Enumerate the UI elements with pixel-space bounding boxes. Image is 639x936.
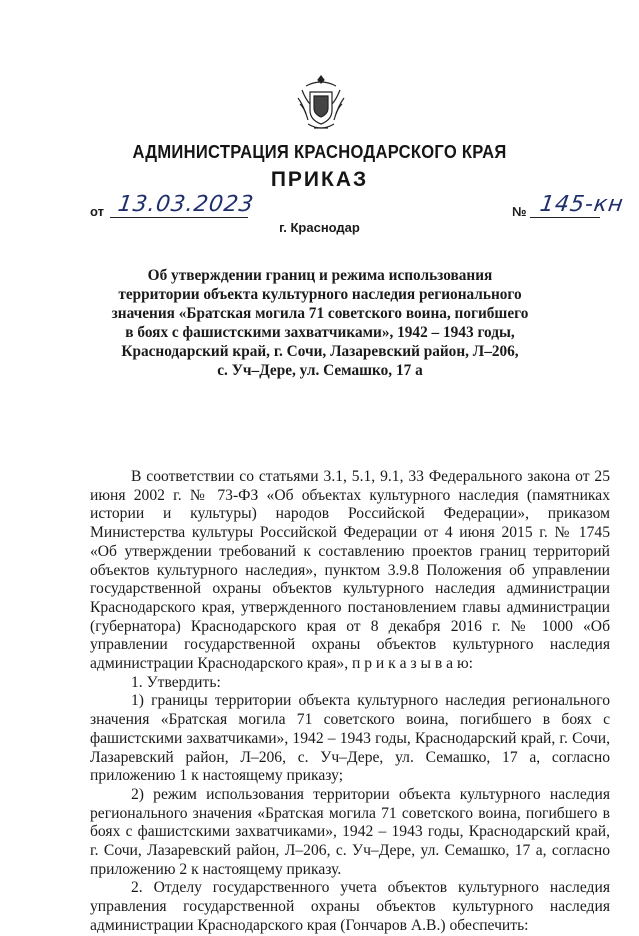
date-label: от (90, 204, 104, 219)
title-line: территории объекта культурного наследия регионального (118, 286, 522, 303)
number-value: 145-кн (538, 192, 626, 217)
title-line: Об утверждении границ и режима использования (147, 267, 493, 284)
paragraph-item-1: 1. Утвердить: (131, 673, 221, 691)
title-line: Краснодарский край, г. Сочи, Лазаревский район, Л–206, (121, 343, 519, 360)
coat-of-arms-icon (296, 74, 346, 134)
title-line: значения «Братская могила 71 советского воина, погибшего (111, 305, 529, 322)
paragraph-item-1-2: 2) режим использования территории объекта культурного наследия регионального значения «Братская могила 71 советского воина, погибшего в боях с фашистскими захватчиками», 1942 – 1943 годы, Краснодарский край, г. Сочи, Лазаревский район, Л–206, с. Уч–Дере, ул. Семашко, 17 а, согласно приложению 2 к настоящему приказу. (90, 785, 610, 878)
city: г. Краснодар (279, 220, 360, 235)
title-line: в боях с фашистскими захватчиками», 1942 – 1943 годы, (125, 324, 515, 341)
date-value: 13.03.2023 (116, 192, 256, 217)
title-line: с. Уч–Дере, ул. Семашко, 17 а (217, 362, 423, 379)
organization-name: АДМИНИСТРАЦИЯ КРАСНОДАРСКОГО КРАЯ (132, 142, 507, 162)
document-type: ПРИКАЗ (270, 168, 369, 191)
document-body (90, 468, 610, 936)
number-label: № (512, 204, 527, 219)
paragraph-preamble: В соответствии со статьями 3.1, 5.1, 9.1, 33 Федерального закона от 25 июня 2002 г. № 73-ФЗ «Об объектах культурного наследия (памятниках истории и культуры) народов Российской Федерации», приказом Министерства культуры Российской Федерации от 4 июня 2015 г. № 1745 «Об утверждении требований к составлению проектов границ территорий объектов культурного наследия», пунктом 3.9.8 Положения об управлении государственной охраны объектов культурного наследия администрации Краснодарского края, утвержденного постановлением главы администрации (губернатора) Краснодарского края от 8 декабря 2016 г. № 1000 «Об управлении государственной охраны объектов культурного наследия администрации Краснодарского края», п р и к а з ы в а ю: (90, 468, 610, 673)
paragraph-item-2: 2. Отделу государственного учета объектов культурного наследия управления государственной охраны объектов культурного наследия администрации Краснодарского края (Гончаров А.В.) обеспечить: (90, 879, 610, 934)
paragraph-item-1-1: 1) границы территории объекта культурного наследия регионального значения «Братская могила 71 советского воина, погибшего в боях с фашистскими захватчиками», 1942 – 1943 годы, Краснодарский край, г. Сочи, Лазаревский район, Л–206, с. Уч–Дере, ул. Семашко, 17 а, согласно приложению 1 к настоящему приказу; (90, 692, 610, 785)
document-title (90, 266, 550, 380)
